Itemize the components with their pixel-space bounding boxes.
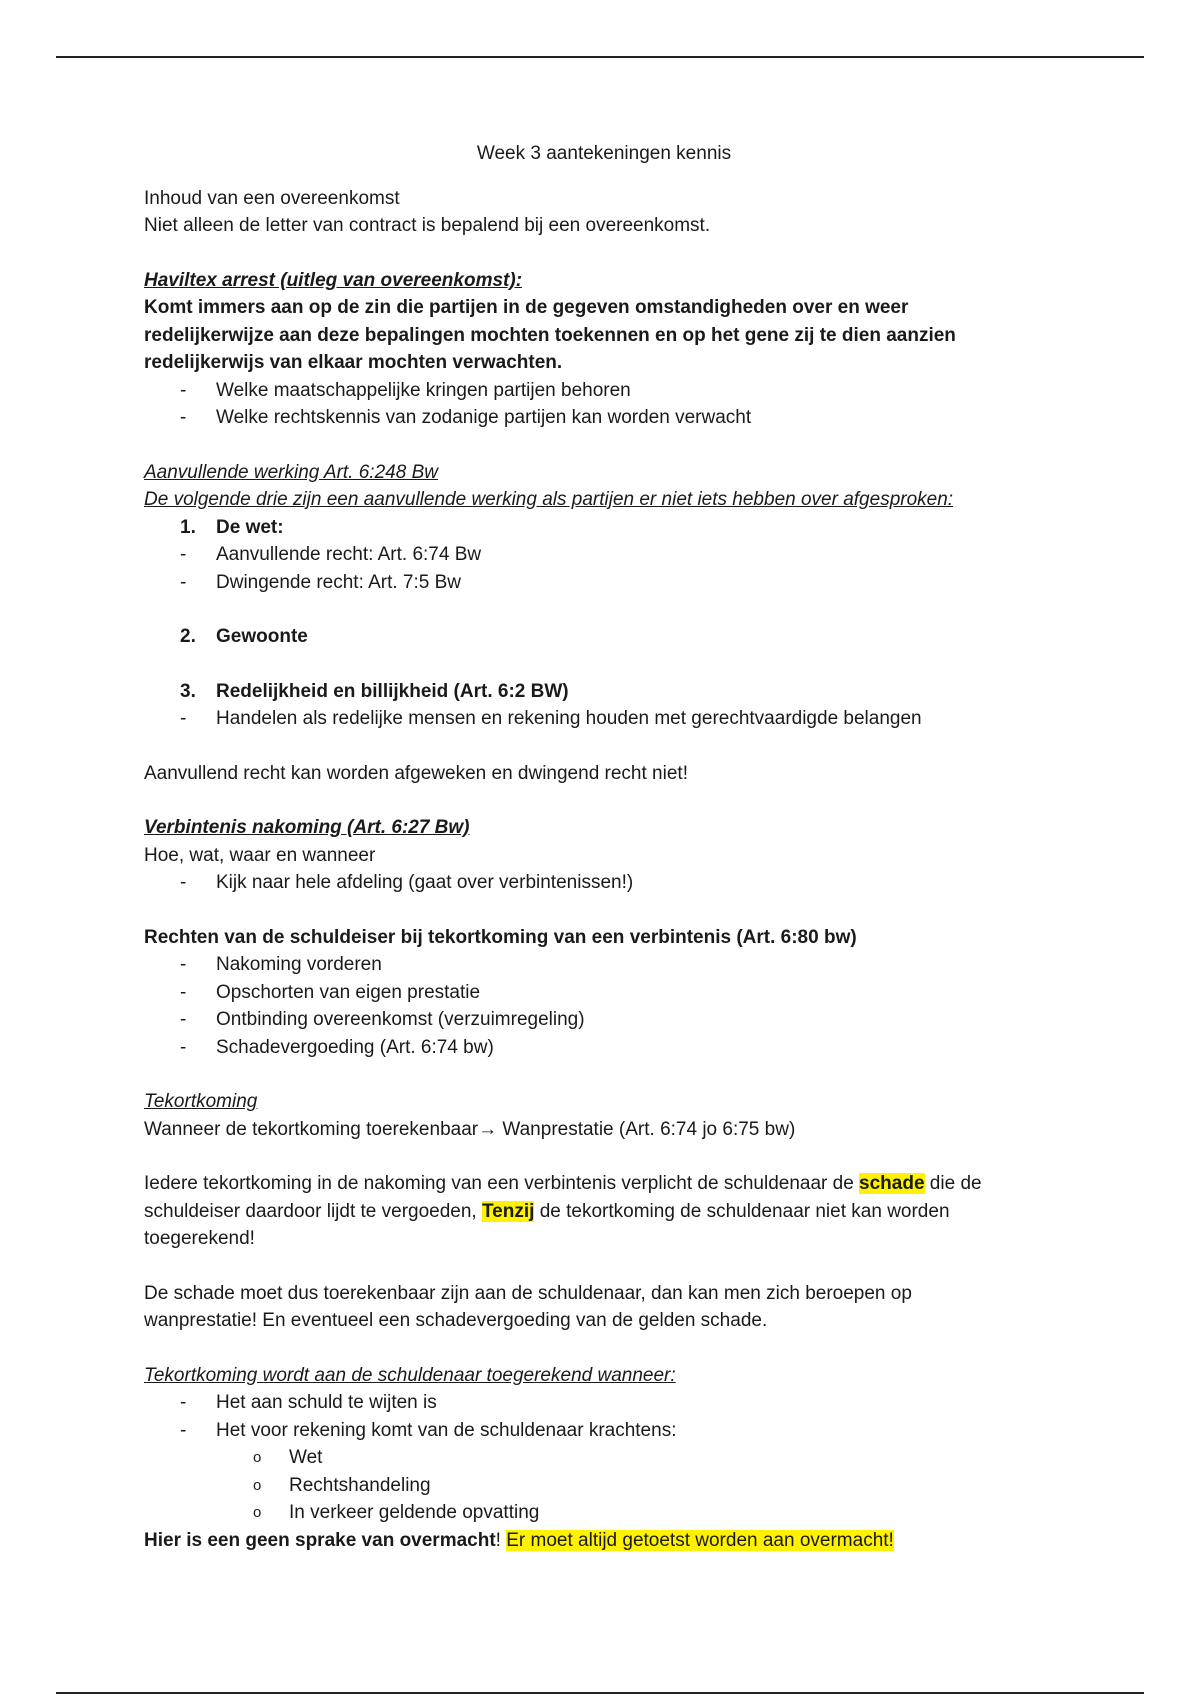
- toegerekend-heading: Tekortkoming wordt aan de schuldenaar toegerekend wanneer:: [144, 1364, 676, 1386]
- sub-list-item: o In verkeer geldende opvatting: [144, 1499, 1064, 1527]
- numbered-item-3: 3. Redelijkheid en billijkheid (Art. 6:2 BW): [180, 680, 569, 702]
- dash-bullet: -: [180, 981, 187, 1003]
- haviltex-text-1: Komt immers aan op de zin die partijen in de gegeven omstandigheden over en weer: [144, 297, 909, 318]
- page-title: Week 3 aantekeningen kennis: [476, 143, 732, 164]
- intro-line-2: Niet alleen de letter van contract is bepalend bij een overeenkomst.: [144, 215, 711, 236]
- list-item: - Handelen als redelijke mensen en rekening houden met gerechtvaardigde belangen: [144, 705, 1064, 733]
- highlight-overmacht: Er moet altijd getoetst worden aan overmacht!: [506, 1529, 894, 1551]
- tekortkoming-heading: Tekortkoming: [144, 1091, 258, 1112]
- tekortkoming-paragraph-1: Iedere tekortkoming in de nakoming van een verbintenis verplicht de schuldenaar de schade die de schuldeiser daardoor lijdt te vergoeden, Tenzij de tekortkoming de schuldenaar niet kan worden toegerekend!: [144, 1173, 982, 1249]
- highlight-tenzij: Tenzij: [481, 1200, 535, 1222]
- overmacht-line: Hier is een geen sprake van overmacht! Er moet altijd getoetst worden aan overmacht!: [144, 1529, 894, 1551]
- intro-line-1: Inhoud van een overeenkomst: [144, 187, 400, 209]
- verbintenis-heading: Verbintenis nakoming (Art. 6:27 Bw): [144, 817, 470, 838]
- bottom-rule: [56, 1692, 1144, 1694]
- sub-list-item: o Rechtshandeling: [144, 1472, 1064, 1500]
- aanvullend-subheading: De volgende drie zijn een aanvullende werking als partijen er niet iets hebben over afgesproken:: [144, 489, 954, 510]
- dash-bullet: -: [180, 544, 187, 565]
- aanvullend-note: Aanvullend recht kan worden afgeweken en dwingend recht niet!: [144, 762, 688, 784]
- dash-bullet: -: [180, 379, 187, 401]
- list-item: - Dwingende recht: Art. 7:5 Bw: [144, 569, 1064, 597]
- tekortkoming-paragraph-2: De schade moet dus toerekenbaar zijn aan de schuldenaar, dan kan men zich beroepen op wanprestatie! En eventueel een schadevergoeding van de gelden schade.: [144, 1282, 912, 1331]
- list-item: - Welke rechtskennis van zodanige partijen kan worden verwacht: [144, 404, 1064, 432]
- top-rule: [56, 56, 1144, 58]
- circle-bullet: o: [253, 1504, 262, 1521]
- dash-bullet: -: [180, 1036, 187, 1058]
- dash-bullet: -: [180, 954, 187, 975]
- document-page: [144, 140, 1064, 1554]
- dash-bullet: -: [180, 708, 187, 729]
- list-item: - Het voor rekening komt van de schuldenaar krachtens:: [144, 1417, 1064, 1445]
- list-item: - Het aan schuld te wijten is: [144, 1389, 1064, 1417]
- circle-bullet: o: [253, 1476, 262, 1494]
- numbered-item-1: 1. De wet:: [180, 516, 284, 538]
- highlight-schade: schade: [859, 1173, 925, 1194]
- aanvullend-heading: Aanvullende werking Art. 6:248 Bw: [144, 461, 438, 483]
- list-item: - Ontbinding overeenkomst (verzuimregeling): [144, 1006, 1064, 1034]
- dash-bullet: -: [180, 407, 187, 428]
- dash-bullet: -: [180, 571, 187, 593]
- list-item: - Welke maatschappelijke kringen partijen behoren: [144, 377, 1064, 405]
- haviltex-heading: Haviltex arrest (uitleg van overeenkomst):: [144, 269, 523, 291]
- list-item: - Aanvullende recht: Art. 6:74 Bw: [144, 541, 1064, 569]
- arrow-icon: →: [478, 1118, 498, 1140]
- haviltex-text-2: redelijkerwijze aan deze bepalingen mochten toekennen en op het gene zij te dien aanzien: [144, 324, 956, 346]
- verbintenis-text: Hoe, wat, waar en wanneer: [144, 844, 376, 866]
- list-item: - Nakoming vorderen: [144, 951, 1064, 979]
- circle-bullet: o: [253, 1449, 262, 1466]
- dash-bullet: -: [180, 872, 187, 893]
- list-item: - Opschorten van eigen prestatie: [144, 979, 1064, 1007]
- numbered-item-2: 2. Gewoonte: [180, 626, 308, 647]
- dash-bullet: -: [180, 1419, 187, 1441]
- dash-bullet: -: [180, 1392, 187, 1413]
- dash-bullet: -: [180, 1009, 187, 1030]
- tekortkoming-line: Wanneer de tekortkoming toerekenbaar→ Wanprestatie (Art. 6:74 jo 6:75 bw): [144, 1118, 796, 1140]
- list-item: - Schadevergoeding (Art. 6:74 bw): [144, 1034, 1064, 1062]
- rechten-heading: Rechten van de schuldeiser bij tekortkoming van een verbintenis (Art. 6:80 bw): [144, 926, 857, 948]
- sub-list-item: o Wet: [144, 1444, 1064, 1472]
- list-item: - Kijk naar hele afdeling (gaat over verbintenissen!): [144, 869, 1064, 897]
- haviltex-text-3: redelijkerwijs van elkaar mochten verwachten.: [144, 352, 563, 373]
